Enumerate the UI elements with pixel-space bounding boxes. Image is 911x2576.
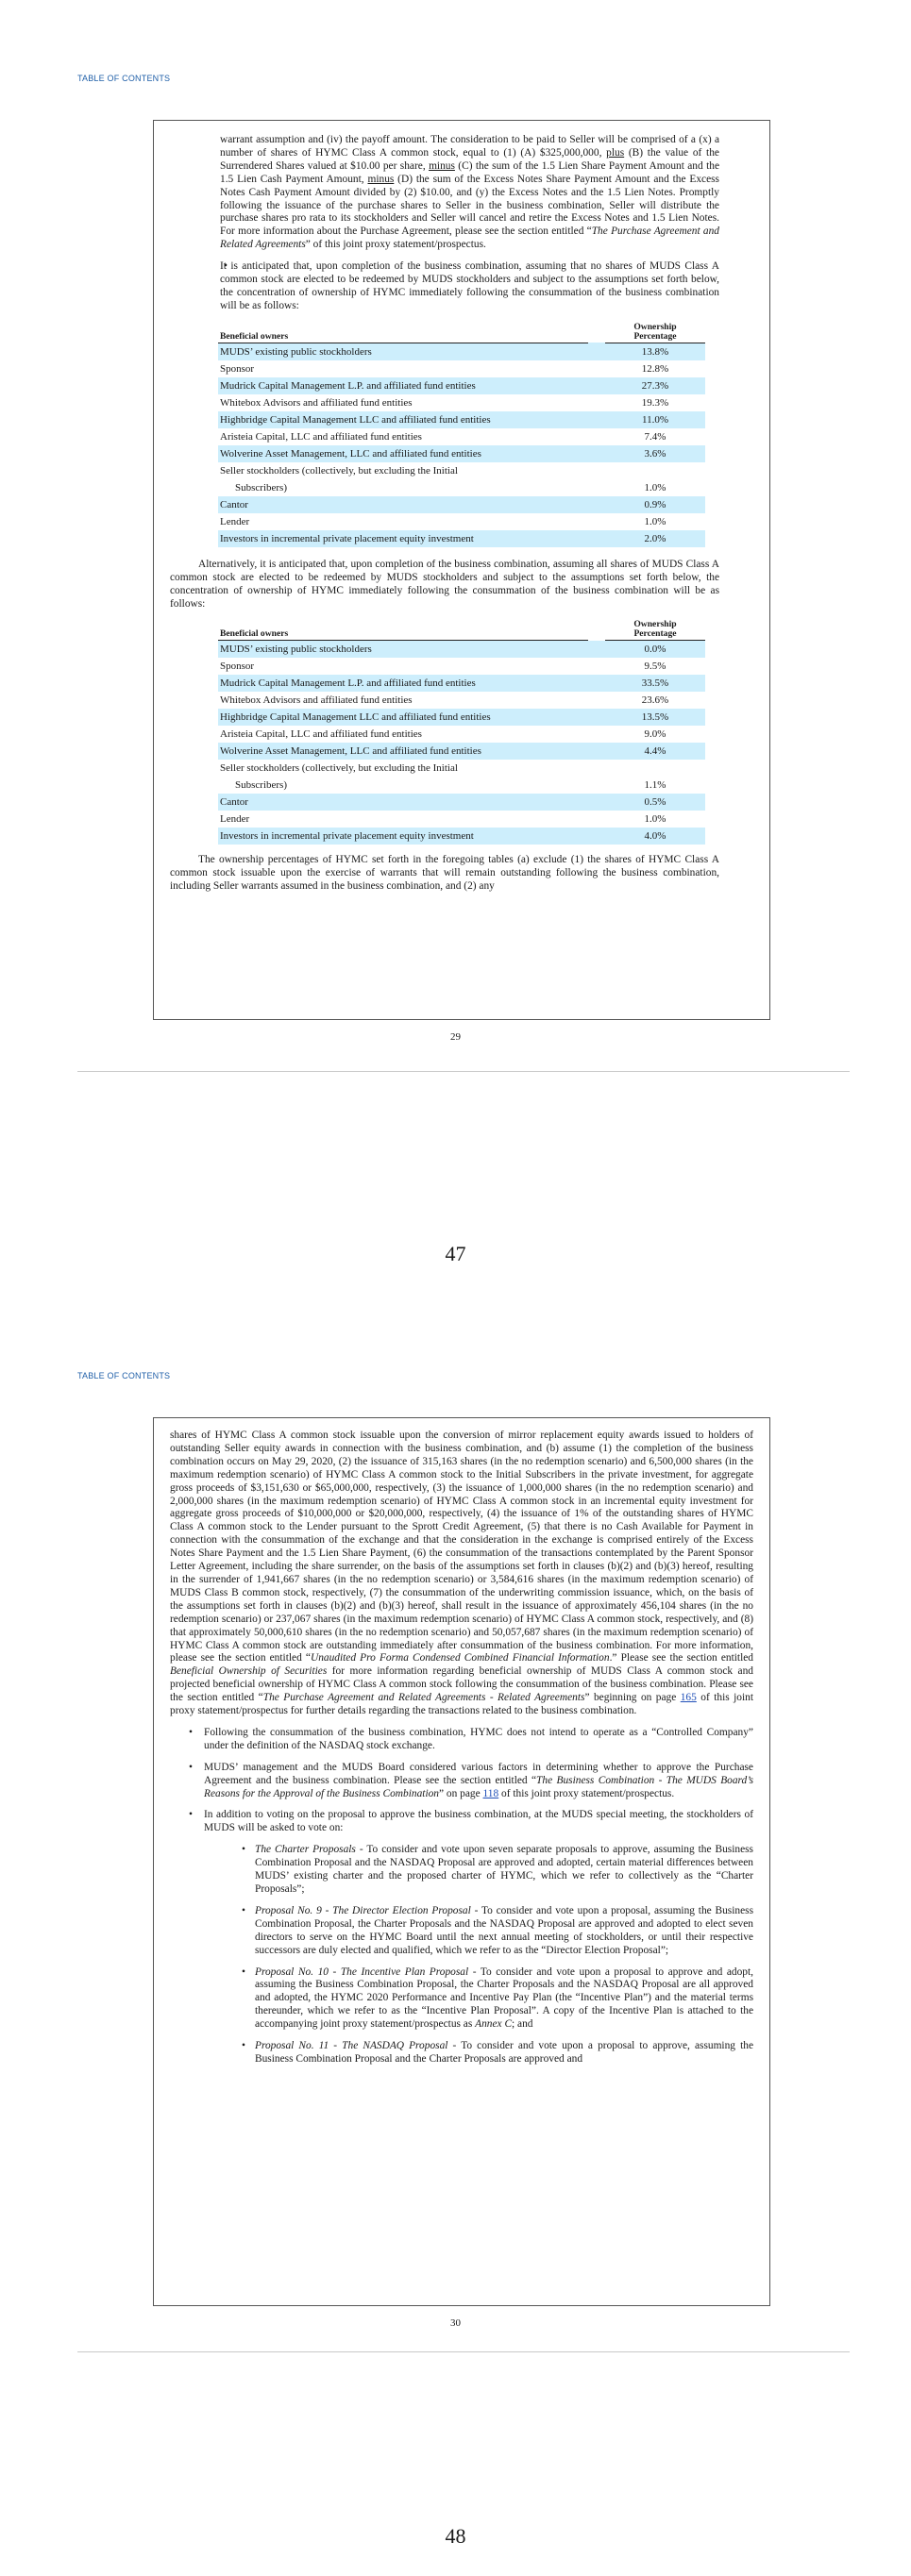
table-row: Sponsor 9.5% <box>220 661 666 673</box>
special-meeting-bullet: • In addition to voting on the proposal to approve the business combination, at the MUDS special meeting, the stockholders of MUDS will be asked to vote on: • The Charter Proposals - To consider and vote upon seven separate proposals to approve, assuming the Business Combination Proposal and the NASDAQ Proposal are approved and adopted, certain material differences between MUDS’ existing charter and the proposed charter of HYMC, which we refer to collectively as the “Charter Proposals”; • Proposal No. 9 - The Director Election Proposal - To consider and vote upon a proposal, assuming the Business Combination Proposal, the Charter Proposals and the NASDAQ Proposal are approved and adopted to elect seven directors to serve on the HYMC Board until the next annual meeting of stockholders, or until their respective successors are duly elected and qualified, which we refer to as the “Director Election Proposal”; • Proposal No. 10 - The Incentive Plan Proposal - To consider and vote upon a proposal to approve and adopt, assuming the Business Combination Proposal, the Charter Proposals and the NASDAQ Proposal are all approved and adopted, the HYMC 2020 Performance and Incentive Pay Plan (the “Incentive Plan”) and the material terms thereunder, which we refer to as the “Incentive Plan Proposal”. A copy of the Incentive Plan is attached to the accompanying joint proxy statement/prospectus as Annex C; and • Proposal No. 11 - The NASDAQ Proposal - To consider and vote upon a proposal to approve, assuming the Business Combination Proposal and the Charter Proposals are approved and <box>170 1809 753 2066</box>
table-row: Wolverine Asset Management, LLC and affiliated fund entities 3.6% <box>218 445 705 462</box>
controlled-company-bullet: • Following the consummation of the business combination, HYMC does not intend to operate as a “Controlled Company” under the definition of the NASDAQ stock exchange. <box>170 1727 753 1753</box>
table-row: Wolverine Asset Management, LLC and affiliated fund entities 4.4% <box>218 743 705 760</box>
table-row: MUDS’ existing public stockholders 0.0% <box>218 641 705 659</box>
table-row: Whitebox Advisors and affiliated fund entities 23.6% <box>220 694 669 707</box>
table-row: MUDS’ existing public stockholders 13.8% <box>218 343 705 360</box>
table-row: Whitebox Advisors and affiliated fund entities 19.3% <box>220 396 669 409</box>
ownership-table-max-redemption <box>218 620 705 845</box>
page-sequence-number: 47 <box>445 1242 466 1265</box>
page-165-link[interactable]: 165 <box>680 1692 697 1704</box>
board-reasons-bullet: • MUDS’ management and the MUDS Board considered various factors in determining whether to approve the Purchase Agreement and the business combination. Please see the section entitled “The Business Combination - The MUDS Board’s Reasons for the Approval of the Business Combination” on page 118 of this joint proxy statement/prospectus. <box>170 1762 753 1801</box>
table-row: Investors in incremental private placement equity investment 2.0% <box>218 530 705 547</box>
table-row: Highbridge Capital Management LLC and affiliated fund entities 13.5% <box>218 709 705 726</box>
table-row: Seller stockholders (collectively, but excluding the Initial <box>220 464 458 477</box>
table-row: Subscribers) 1.1% <box>235 779 666 792</box>
page-frame-30 <box>153 1417 770 2306</box>
page-frame-29 <box>153 120 770 1020</box>
table-row: Aristeia Capital, LLC and affiliated fund entities 7.4% <box>220 430 666 443</box>
page-sequence-number: 48 <box>445 2524 466 2548</box>
col-beneficial-owners: Beneficial owners <box>218 323 588 343</box>
table-row: Sponsor 12.8% <box>220 362 669 375</box>
table-row: Highbridge Capital Management LLC and affiliated fund entities 11.0% <box>218 411 705 428</box>
alternative-paragraph: Alternatively, it is anticipated that, upon completion of the business combination, assuming all shares of MUDS Class A common stock are elected to be redeemed by MUDS stockholders and subject to the assumptions set forth below, the concentration of ownership of HYMC immediately following the consummation of the business combination will be as follows: <box>170 558 719 610</box>
table-row: Cantor 0.5% <box>218 794 705 811</box>
nasdaq-proposal-item: • Proposal No. 11 - The NASDAQ Proposal - To consider and vote upon a proposal to approve, assuming the Business Combination Proposal and the Charter Proposals are approved and <box>204 2040 753 2066</box>
table-row: Mudrick Capital Management L.P. and affiliated fund entities 33.5% <box>218 675 705 692</box>
incentive-plan-item: • Proposal No. 10 - The Incentive Plan Proposal - To consider and vote upon a proposal to approve and adopt, assuming the Business Combination Proposal, the Charter Proposals and the NASDAQ Proposal are all approved and adopted, the HYMC 2020 Performance and Incentive Pay Plan (the “Incentive Plan”) and the material terms thereunder, which we refer to as the “Incentive Plan Proposal”. A copy of the Incentive Plan is attached to the accompanying joint proxy statement/prospectus as Annex C; and <box>204 1966 753 2032</box>
table-row: Lender 1.0% <box>220 515 666 527</box>
table-row: Subscribers) 1.0% <box>235 481 666 493</box>
table-row: Lender 1.0% <box>220 813 666 826</box>
page-divider <box>77 1071 850 1072</box>
col-ownership-percentage: Ownership Percentage <box>605 323 705 343</box>
assumptions-paragraph: shares of HYMC Class A common stock issuable upon the conversion of mirror replacement equity awards issued to holders of outstanding Seller equity awards in connection with the business combination, and (b) assume (1) the completion of the business combination occurs on May 29, 2020, (2) the issuance of 315,163 shares (in the no redemption scenario) and 6,500,000 shares (in the maximum redemption scenario) of HYMC Class A common stock to the Initial Subscribers in the private investment, for aggregate gross proceeds of $3,151,630 or $65,000,000, respectively, (3) the issuance of 1,000,000 shares (in the no redemption scenario) and 2,000,000 shares (in the maximum redemption scenario) of HYMC Class A common stock in an incremental equity investment for aggregate gross proceeds of $10,000,000 or $20,000,000, respectively, (4) the issuance of 1% of the outstanding shares of HYMC Class A common stock to the Lender pursuant to the Sprott Credit Agreement, (5) that there is no Cash Available for Payment in connection with the consummation of the exchange and that the consideration in the exchange is comprised entirely of the Excess Notes Share Payment and the 1.5 Lien Share Payment, (6) the consummation of the transactions contemplated by the Parent Sponsor Letter Agreement, including the share surrender, on the basis of the assumptions set forth in clauses (b)(2) and (b)(3) hereof, resulting in the surrender of 1,941,667 shares (in the no redemption scenario) or 3,584,616 shares (in the maximum redemption scenario) of MUDS Class B common stock, respectively, (7) the consummation of the underwriting commission issuance, which, on the basis of the assumptions set forth in clauses (b)(2) and (b)(3) hereof, shall result in the issuance of approximately 456,104 shares (in the no redemption scenario) or 237,067 shares (in the maximum redemption scenario) of HYMC Class A common stock, respectively, and (8) that approximately 50,000,610 shares (in the no redemption scenario) and 50,057,687 shares (in the maximum redemption scenario) of HYMC Class A common stock are outstanding immediately after consummation of the business combination. For more information, please see the section entitled “Unaudited Pro Forma Condensed Combined Financial Information.” Please see the section entitled Beneficial Ownership of Securities for more information regarding beneficial ownership of MUDS Class A common stock and projected beneficial ownership of HYMC Class A common stock following the consummation of the business combination. Please see the section entitled “The Purchase Agreement and Related Agreements - Related Agreements” beginning on page 165 of this joint proxy statement/prospectus for further details regarding the transactions related to the business combination. <box>170 1430 754 1717</box>
col-ownership-percentage: Ownership Percentage <box>605 620 705 641</box>
charter-proposals-item: • The Charter Proposals - To consider and vote upon seven separate proposals to approve, assuming the Business Combination Proposal and the NASDAQ Proposal are approved and adopted, certain material differences between MUDS’ existing charter and the proposed charter of HYMC, which we refer to collectively as the “Charter Proposals”; <box>204 1844 753 1897</box>
table-row: Aristeia Capital, LLC and affiliated fund entities 9.0% <box>220 728 666 741</box>
col-beneficial-owners: Beneficial owners <box>218 620 588 641</box>
page-118-link[interactable]: 118 <box>482 1787 499 1799</box>
page-number: 30 <box>450 2317 461 2329</box>
ownership-table-no-redemption <box>218 323 705 547</box>
director-election-item: • Proposal No. 9 - The Director Election Proposal - To consider and vote upon a proposal, assuming the Business Combination Proposal, the Charter Proposals and the NASDAQ Proposal are approved and adopted to elect seven directors to serve on the HYMC Board until the next annual meeting of stockholders, or until their respective successors are duly elected and qualified, which we refer to as the “Director Election Proposal”; <box>204 1905 753 1958</box>
table-of-contents-link[interactable]: TABLE OF CONTENTS <box>77 1371 171 1380</box>
table-of-contents-link[interactable]: TABLE OF CONTENTS <box>77 74 171 83</box>
page-divider <box>77 2351 850 2352</box>
page-number: 29 <box>450 1031 461 1043</box>
closing-paragraph: The ownership percentages of HYMC set forth in the foregoing tables (a) exclude (1) the shares of HYMC Class A common stock issuable upon the exercise of warrants that will remain outstanding following the business combination, including Seller warrants assumed in the business combination, and (2) any <box>170 854 719 893</box>
intro-paragraph: warrant assumption and (iv) the payoff amount. The consideration to be paid to Seller will be comprised of a (x) a number of shares of HYMC Class A common stock, equal to (1) (A) $325,000,000, plus (B) the value of the Surrendered Shares valued at $10.00 per share, minus (C) the sum of the 1.5 Lien Share Payment Amount and the 1.5 Lien Cash Payment Amount, minus (D) the sum of the Excess Notes Share Payment Amount and the Excess Notes Cash Payment Amount divided by (2) $10.00, and (y) the Excess Notes and the 1.5 Lien Notes. Promptly following the issuance of the purchase shares to Seller in the business combination, Seller will distribute the purchase shares pro rata to its stockholders and Seller will cancel and retire the Excess Notes and 1.5 Lien Notes. For more information about the Purchase Agreement, please see the section entitled “The Purchase Agreement and Related Agreements” of this joint proxy statement/prospectus. <box>220 134 719 251</box>
table-row: Investors in incremental private placement equity investment 4.0% <box>218 828 705 845</box>
table-row: Cantor 0.9% <box>218 496 705 513</box>
table-row: Mudrick Capital Management L.P. and affiliated fund entities 27.3% <box>218 377 705 394</box>
concentration-bullet: • It is anticipated that, upon completion of the business combination, assuming that no shares of MUDS Class A common stock are elected to be redeemed by MUDS stockholders and subject to the assumptions set forth below, the concentration of ownership of HYMC immediately following the consummation of the business combination will be as follows: <box>205 260 719 313</box>
table-row: Seller stockholders (collectively, but excluding the Initial <box>220 762 458 775</box>
